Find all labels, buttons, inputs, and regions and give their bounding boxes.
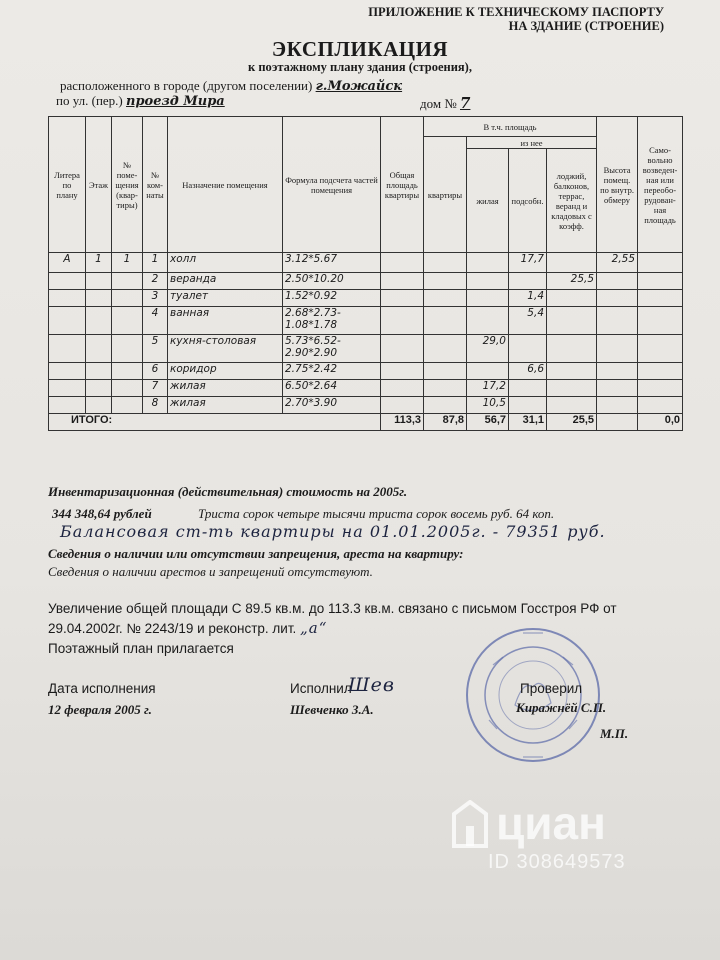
- cell-formula: 3.12*5.67: [283, 253, 381, 273]
- executor-label: Исполнил: [290, 681, 352, 696]
- watermark-id: ID 308649573: [488, 851, 626, 873]
- cell-etazh: [86, 363, 112, 380]
- stamp-mp: М.П.: [600, 726, 629, 741]
- total-lodzh: 25,5: [547, 414, 597, 431]
- col-iz-nee: из нее: [467, 137, 597, 149]
- date-value: 12 февраля 2005 г.: [48, 702, 152, 717]
- cell-pom: [112, 290, 143, 307]
- cell-lodzh: [547, 363, 597, 380]
- house-label: дом №: [420, 96, 457, 111]
- cell-pods: [509, 380, 547, 397]
- executor-signature: Шев: [348, 674, 395, 696]
- increase-lit: „а“: [300, 619, 328, 637]
- col-pomesh: № поме-щения (квар-тиры): [112, 117, 143, 253]
- cell-name: коридор: [168, 363, 283, 380]
- arrest-heading: Сведения о наличии или отсутствии запрещения, ареста на квартиру:: [48, 546, 464, 561]
- total-kv: 87,8: [424, 414, 467, 431]
- cell-name: жилая: [168, 380, 283, 397]
- cell-name: кухня-столовая: [168, 335, 283, 363]
- cell-pom: [112, 273, 143, 290]
- arrest-text: Сведения о наличии арестов и запрещений отсутствуют.: [48, 564, 373, 579]
- cell-pom: [112, 307, 143, 335]
- cell-komn: 4: [143, 307, 168, 335]
- cost-heading: Инвентаризационная (действительная) стоимость на 2005г.: [48, 484, 408, 499]
- cell-samov: [638, 397, 683, 414]
- cell-samov: [638, 380, 683, 397]
- cell-zhil: [467, 253, 509, 273]
- cell-litera: [49, 380, 86, 397]
- street-prefix: по ул. (пер.): [56, 93, 123, 108]
- cell-kv: [424, 290, 467, 307]
- cell-formula: 6.50*2.64: [283, 380, 381, 397]
- col-obsh: Общая площадь квартиры: [381, 117, 424, 253]
- cell-pods: 17,7: [509, 253, 547, 273]
- cell-samov: [638, 273, 683, 290]
- cell-obsh: [381, 253, 424, 273]
- document-subtitle: к поэтажному плану здания (строения),: [248, 60, 472, 74]
- cell-vys: [597, 363, 638, 380]
- table-total-row: [49, 414, 683, 431]
- col-vtch: В т.ч. площадь: [424, 117, 597, 137]
- table-row: [49, 363, 683, 380]
- cell-kv: [424, 335, 467, 363]
- cell-name: ванная: [168, 307, 283, 335]
- col-formula: Формула подсчета частей помещения: [283, 117, 381, 253]
- cell-pods: [509, 335, 547, 363]
- cell-komn: 5: [143, 335, 168, 363]
- cell-etazh: [86, 397, 112, 414]
- cell-zhil: [467, 307, 509, 335]
- cell-litera: [49, 290, 86, 307]
- cell-etazh: [86, 380, 112, 397]
- cell-zhil: [467, 363, 509, 380]
- cell-etazh: [86, 335, 112, 363]
- col-kvartiry: квартиры: [424, 137, 467, 253]
- executor-name: Шевченко З.А.: [290, 702, 374, 717]
- header-line-1: ПРИЛОЖЕНИЕ К ТЕХНИЧЕСКОМУ ПАСПОРТУ: [368, 5, 664, 19]
- cell-name: веранда: [168, 273, 283, 290]
- cell-litera: [49, 363, 86, 380]
- cell-vys: [597, 335, 638, 363]
- cell-samov: [638, 335, 683, 363]
- cell-vys: [597, 307, 638, 335]
- cell-etazh: [86, 307, 112, 335]
- cell-pom: [112, 380, 143, 397]
- street-name: проезд Мира: [126, 94, 225, 109]
- cell-lodzh: [547, 397, 597, 414]
- cell-lodzh: 25,5: [547, 273, 597, 290]
- location-line: [60, 78, 402, 94]
- cell-litera: [49, 335, 86, 363]
- total-obsh: 113,3: [381, 414, 424, 431]
- cell-kv: [424, 397, 467, 414]
- cell-formula: 2.50*10.20: [283, 273, 381, 290]
- cell-obsh: [381, 307, 424, 335]
- table-row: [49, 253, 683, 273]
- cell-zhil: 17,2: [467, 380, 509, 397]
- cell-obsh: [381, 290, 424, 307]
- handwritten-balance: Балансовая ст-ть квартиры на 01.01.2005г. - 79351 руб.: [60, 522, 606, 541]
- total-samov: 0,0: [638, 414, 683, 431]
- house-number: 7: [460, 94, 471, 112]
- cell-lodzh: [547, 253, 597, 273]
- date-label: Дата исполнения: [48, 681, 156, 696]
- cell-kv: [424, 380, 467, 397]
- cell-samov: [638, 363, 683, 380]
- checked-name: Киражнёй С.П.: [516, 700, 607, 715]
- cell-zhil: 29,0: [467, 335, 509, 363]
- location-prefix: расположенного в городе (другом поселении): [60, 78, 313, 93]
- cell-etazh: [86, 290, 112, 307]
- cost-words: Триста сорок четыре тысячи триста сорок восемь руб. 64 коп.: [198, 506, 555, 521]
- col-lodzhii: лоджий, балконов, террас, веранд и кладовых с коэфф.: [547, 149, 597, 253]
- table-row: [49, 290, 683, 307]
- cell-komn: 2: [143, 273, 168, 290]
- cell-komn: 7: [143, 380, 168, 397]
- cell-vys: [597, 290, 638, 307]
- cell-name: холл: [168, 253, 283, 273]
- cell-pom: 1: [112, 253, 143, 273]
- cian-logo-icon: [450, 800, 490, 848]
- cell-pom: [112, 363, 143, 380]
- table-row: [49, 335, 683, 363]
- cell-formula: 5.73*6.52-2.90*2.90: [283, 335, 381, 363]
- table-row: [49, 397, 683, 414]
- cell-vys: [597, 397, 638, 414]
- cell-obsh: [381, 380, 424, 397]
- cell-name: жилая: [168, 397, 283, 414]
- cell-name: туалет: [168, 290, 283, 307]
- cell-komn: 6: [143, 363, 168, 380]
- cell-formula: 2.70*3.90: [283, 397, 381, 414]
- watermark-brand: циан: [496, 797, 606, 849]
- cell-litera: [49, 397, 86, 414]
- table-row: [49, 380, 683, 397]
- cell-lodzh: [547, 290, 597, 307]
- table-row: [49, 273, 683, 290]
- col-naznach: Назначение помещения: [168, 117, 283, 253]
- cell-formula: 1.52*0.92: [283, 290, 381, 307]
- cell-samov: [638, 307, 683, 335]
- cell-litera: [49, 307, 86, 335]
- cell-lodzh: [547, 307, 597, 335]
- cell-formula: 2.75*2.42: [283, 363, 381, 380]
- header-line-2: НА ЗДАНИЕ (СТРОЕНИЕ): [508, 19, 664, 33]
- col-podsobn: подсобн.: [509, 149, 547, 253]
- cell-zhil: 10,5: [467, 397, 509, 414]
- total-pods: 31,1: [509, 414, 547, 431]
- location-city: г.Можайск: [315, 79, 403, 94]
- house-line: [420, 94, 470, 112]
- cell-kv: [424, 273, 467, 290]
- cell-pom: [112, 397, 143, 414]
- cell-obsh: [381, 397, 424, 414]
- cell-vys: 2,55: [597, 253, 638, 273]
- cell-formula: 2.68*2.73-1.08*1.78: [283, 307, 381, 335]
- cell-kv: [424, 307, 467, 335]
- cell-komn: 3: [143, 290, 168, 307]
- cell-pods: [509, 273, 547, 290]
- cost-amount: 344 348,64 рублей: [52, 506, 152, 521]
- cell-pods: 6,6: [509, 363, 547, 380]
- increase-line-2: [48, 619, 327, 637]
- cell-pods: [509, 397, 547, 414]
- cell-etazh: 1: [86, 253, 112, 273]
- cell-obsh: [381, 363, 424, 380]
- increase-text: 29.04.2002г. № 2243/19 и реконстр. лит.: [48, 621, 297, 636]
- col-vysota: Высота помещ. по внутр. обмеру: [597, 117, 638, 253]
- cell-samov: [638, 290, 683, 307]
- cell-kv: [424, 363, 467, 380]
- increase-line-1: Увеличение общей площади С 89.5 кв.м. до 113.3 кв.м. связано с письмом Госстроя РФ от: [48, 601, 617, 616]
- cell-litera: А: [49, 253, 86, 273]
- plan-note: Поэтажный план прилагается: [48, 641, 234, 656]
- col-etazh: Этаж: [86, 117, 112, 253]
- cell-litera: [49, 273, 86, 290]
- cell-lodzh: [547, 380, 597, 397]
- document-title: ЭКСПЛИКАЦИЯ: [271, 37, 449, 61]
- cell-pods: 5,4: [509, 307, 547, 335]
- col-komnaty: № ком-наты: [143, 117, 168, 253]
- cell-komn: 1: [143, 253, 168, 273]
- col-litera: Литера по плану: [49, 117, 86, 253]
- cell-komn: 8: [143, 397, 168, 414]
- checked-label: Проверил: [520, 681, 583, 696]
- cell-zhil: [467, 273, 509, 290]
- explication-table: [48, 116, 683, 431]
- cell-pods: 1,4: [509, 290, 547, 307]
- total-vys: [597, 414, 638, 431]
- cell-etazh: [86, 273, 112, 290]
- col-zhilaya: жилая: [467, 149, 509, 253]
- col-samovol: Само-вольно возведен-ная или переобо-рудован-ная площадь: [638, 117, 683, 253]
- table-row: [49, 307, 683, 335]
- cell-kv: [424, 253, 467, 273]
- cell-lodzh: [547, 335, 597, 363]
- cell-samov: [638, 253, 683, 273]
- total-label: ИТОГО:: [49, 414, 381, 431]
- total-zhil: 56,7: [467, 414, 509, 431]
- cell-zhil: [467, 290, 509, 307]
- cell-pom: [112, 335, 143, 363]
- cell-obsh: [381, 273, 424, 290]
- street-line: [56, 93, 225, 109]
- cell-vys: [597, 380, 638, 397]
- cell-obsh: [381, 335, 424, 363]
- cell-vys: [597, 273, 638, 290]
